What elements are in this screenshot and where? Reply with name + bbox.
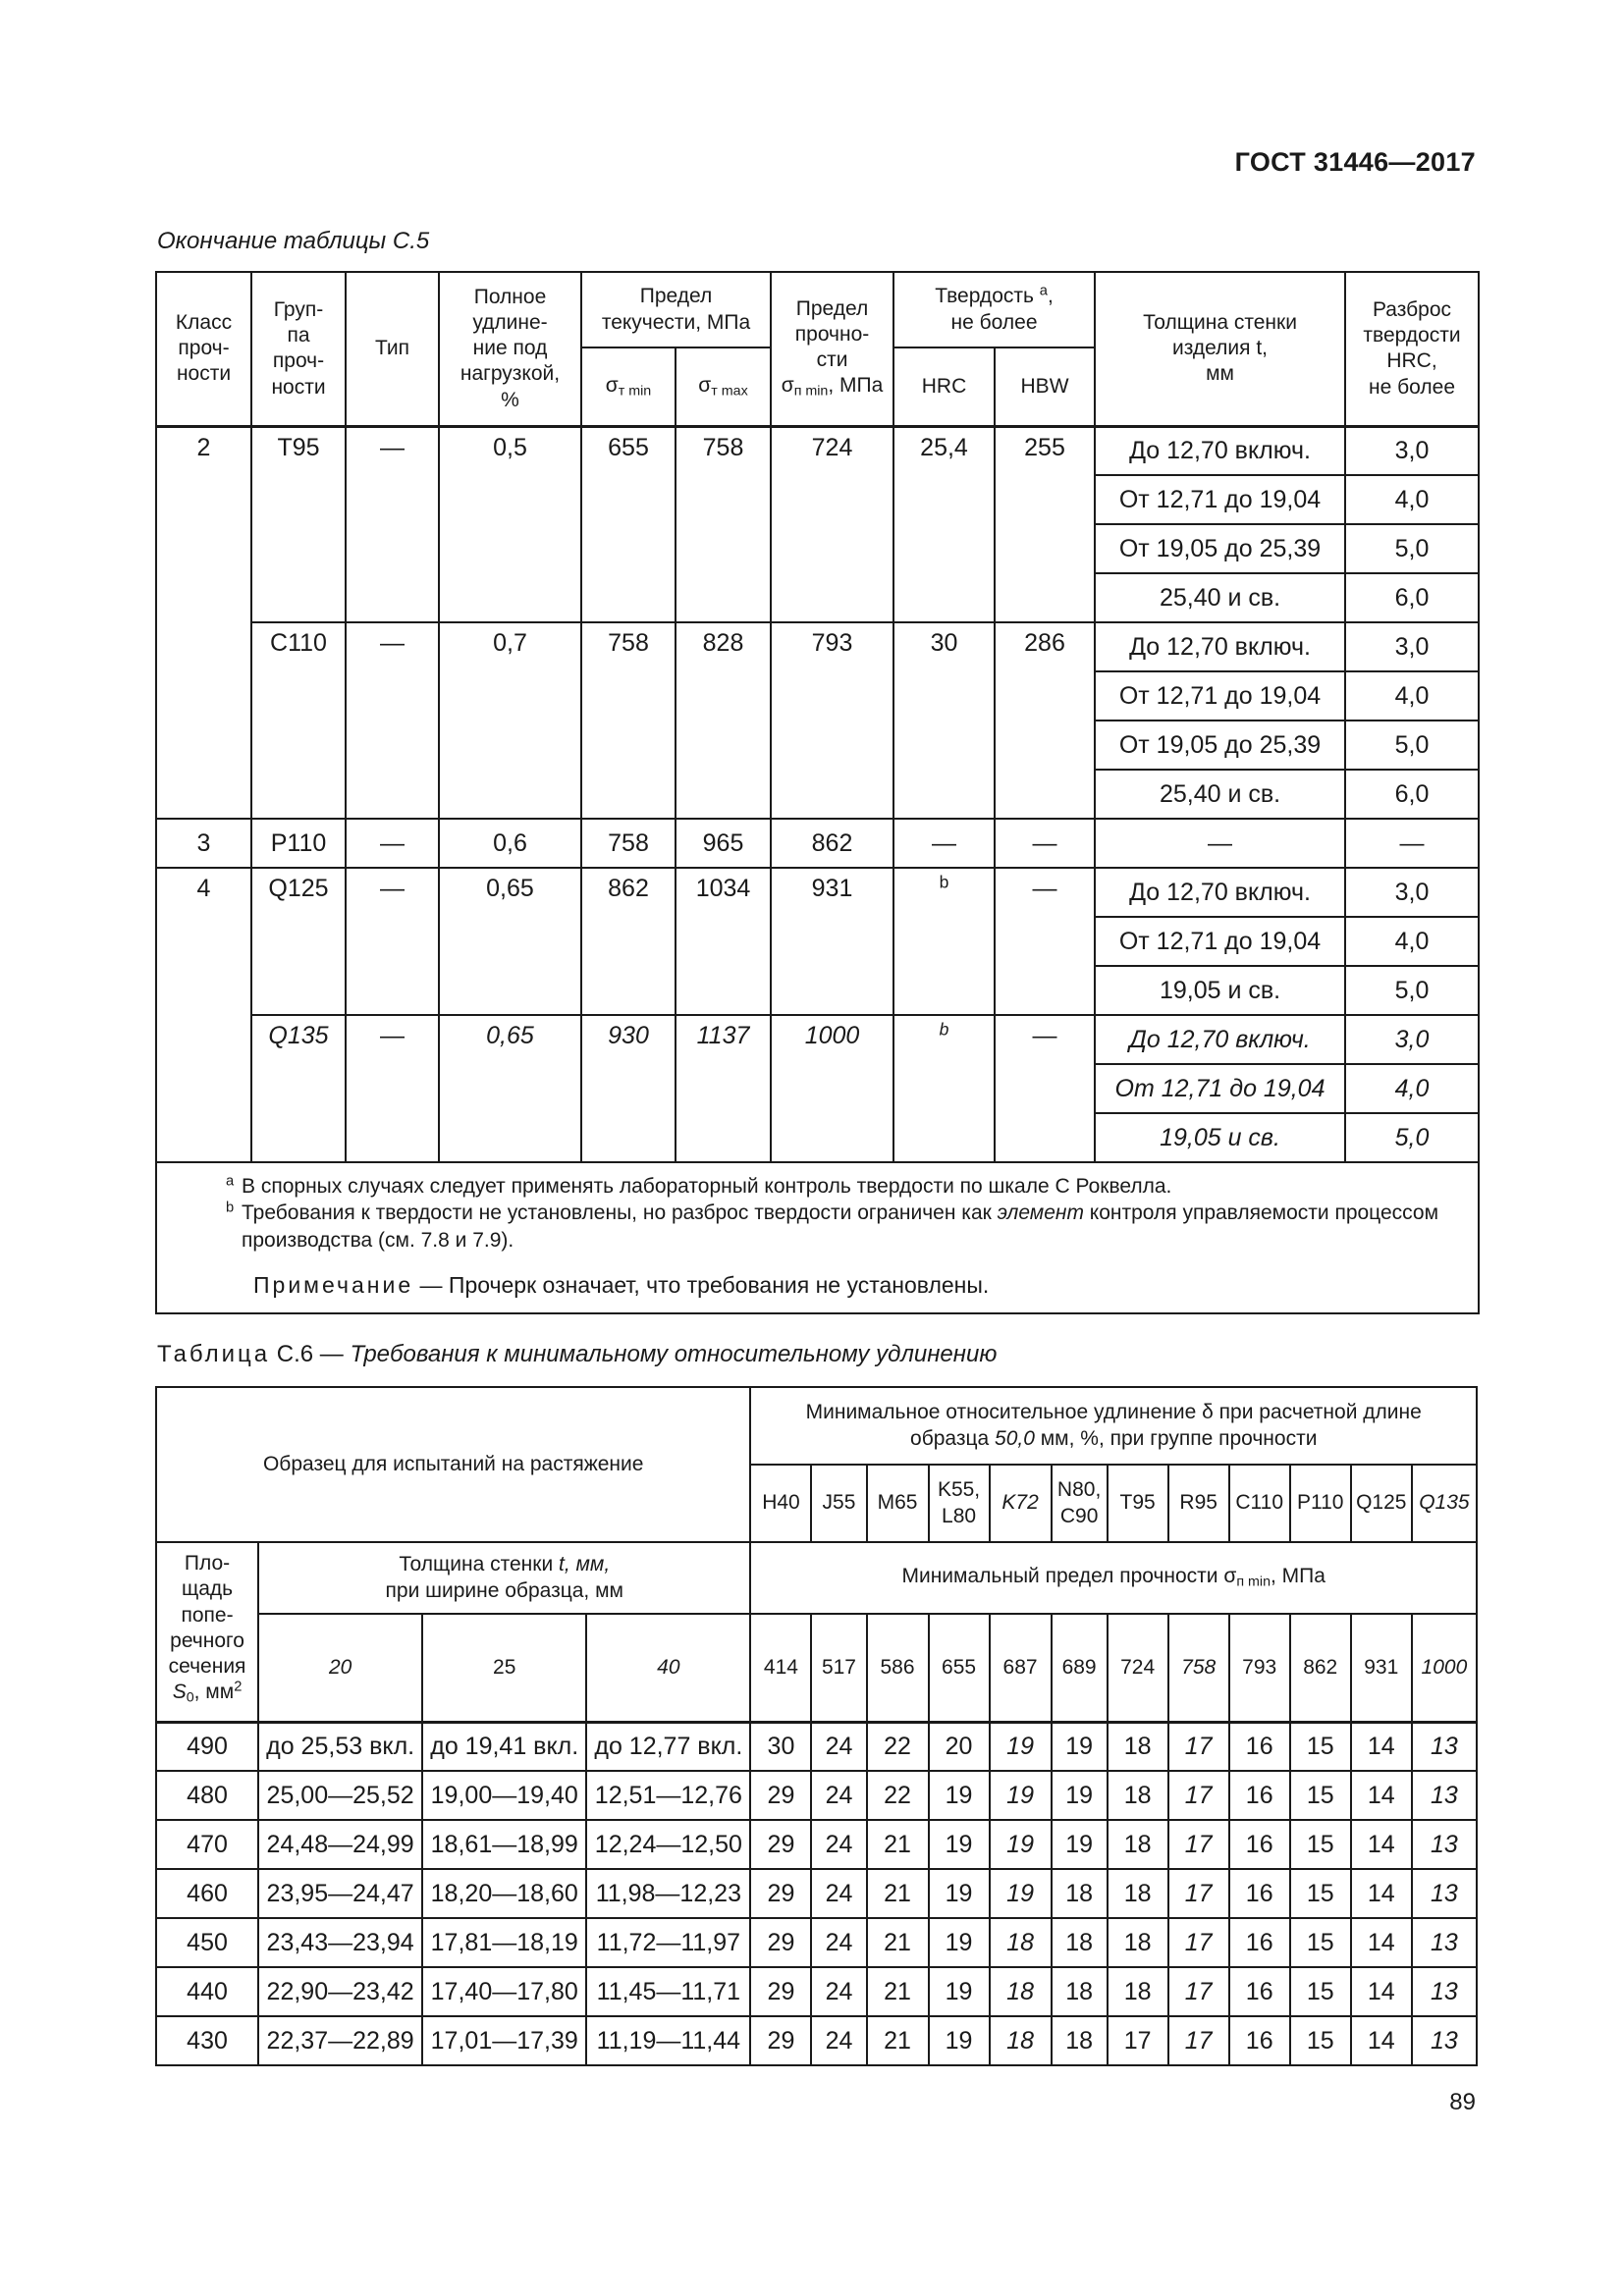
cell-elongation-value: 18	[1108, 1771, 1168, 1820]
cell-elongation-value: 17	[1168, 1967, 1229, 2016]
cell-group: Q135	[251, 1015, 346, 1162]
cell-elongation-value: 13	[1412, 1869, 1477, 1918]
cell-elongation-value: 29	[750, 1820, 811, 1869]
cell-hbw: —	[995, 1015, 1095, 1162]
cell-elongation: 0,7	[439, 622, 581, 819]
cell-wall: —	[1095, 819, 1345, 868]
table-row	[156, 1967, 1477, 2016]
cell-elongation-value: 22	[867, 1722, 929, 1771]
header-strength-value: 414	[750, 1614, 811, 1722]
header-group-k55-l80: K55, L80	[929, 1465, 990, 1542]
cell-elongation: 0,65	[439, 1015, 581, 1162]
header-strength-value: 1000	[1412, 1614, 1477, 1722]
cell-wall: От 12,71 до 19,04	[1095, 917, 1345, 966]
cell-elongation-value: 17	[1168, 1820, 1229, 1869]
header-strength-value: 586	[867, 1614, 929, 1722]
table-c6-title: Таблица С.6 — Требования к минимальному относительному удлинению	[157, 1341, 998, 1367]
cell-hbw: 286	[995, 622, 1095, 819]
cell-type: —	[346, 1015, 439, 1162]
cell-area: 490	[156, 1722, 258, 1771]
header-wall-thickness: Толщина стенки изделия t, мм	[1095, 272, 1345, 426]
cell-hrc: 30	[893, 622, 995, 819]
cell-elongation-value: 24	[811, 2016, 866, 2065]
header-wall-thickness: Толщина стенки t, мм, при ширине образца, мм	[258, 1542, 750, 1614]
table-row	[156, 868, 1479, 917]
cell-wall: От 12,71 до 19,04	[1095, 1064, 1345, 1113]
header-specimen: Образец для испытаний на растяжение	[156, 1387, 750, 1542]
header-sigma-t-max: $\sigma_{т max}$	[676, 347, 771, 426]
table-note: Примечание — Прочерк означает, что требования не установлены.	[253, 1271, 990, 1298]
cell-elongation-value: 24	[811, 1771, 866, 1820]
cell-spread: 4,0	[1345, 671, 1479, 721]
table-c5-header-row-1	[156, 272, 1479, 347]
cell-elongation-value: 29	[750, 1918, 811, 1967]
cell-spread: 5,0	[1345, 966, 1479, 1015]
cell-wall: 19,05 и св.	[1095, 966, 1345, 1015]
cell-wall: До 12,70 включ.	[1095, 426, 1345, 475]
cell-elongation-value: 13	[1412, 1820, 1477, 1869]
cell-t-min: 758	[581, 622, 676, 819]
cell-p-min: 931	[771, 868, 893, 1015]
cell-elongation-value: 18	[990, 2016, 1052, 2065]
cell-hrc: b	[893, 868, 995, 1015]
cell-wall: 19,05 и св.	[1095, 1113, 1345, 1162]
cell-elongation-value: 18	[1108, 1918, 1168, 1967]
header-sigma-t-min: $\sigma_{т min}$	[581, 347, 676, 426]
cell-elongation-value: 17	[1168, 1869, 1229, 1918]
table-continuation-caption: Окончание таблицы С.5	[157, 228, 430, 254]
table-c6-header-row-3	[156, 1542, 1477, 1614]
cell-group: T95	[251, 426, 346, 622]
header-group-t95: T95	[1108, 1465, 1168, 1542]
cell-t-min: 862	[581, 868, 676, 1015]
cell-wall-width-20: 23,95—24,47	[258, 1869, 422, 1918]
cell-type: —	[346, 819, 439, 868]
header-width-40: 40	[586, 1614, 750, 1722]
cell-wall: От 12,71 до 19,04	[1095, 671, 1345, 721]
cell-t-max: 965	[676, 819, 771, 868]
table-row	[156, 1918, 1477, 1967]
cell-wall-width-25: до 19,41 вкл.	[422, 1722, 586, 1771]
document-standard-code: ГОСТ 31446—2017	[1234, 147, 1476, 177]
header-type: Тип	[346, 272, 439, 426]
header-group-j55: J55	[811, 1465, 866, 1542]
cell-class: 2	[156, 426, 251, 819]
cell-wall-width-20: 23,43—23,94	[258, 1918, 422, 1967]
cell-elongation-value: 17	[1108, 2016, 1168, 2065]
header-class: Класс проч- ности	[156, 272, 251, 426]
table-c5-footnotes	[156, 1162, 1479, 1313]
cell-group: C110	[251, 622, 346, 819]
cell-elongation-value: 17	[1168, 1722, 1229, 1771]
cell-elongation-value: 16	[1229, 1771, 1290, 1820]
cell-elongation-value: 16	[1229, 1869, 1290, 1918]
cell-elongation-value: 18	[1108, 1869, 1168, 1918]
cell-elongation-value: 17	[1168, 2016, 1229, 2065]
cell-wall: 25,40 и св.	[1095, 770, 1345, 819]
header-group-r95: R95	[1168, 1465, 1229, 1542]
cell-hrc: 25,4	[893, 426, 995, 622]
cell-hbw: —	[995, 819, 1095, 868]
cell-elongation-value: 16	[1229, 1918, 1290, 1967]
cell-spread: 4,0	[1345, 1064, 1479, 1113]
cell-spread: 6,0	[1345, 770, 1479, 819]
header-yield: Предел текучести, МПа	[581, 272, 771, 347]
cell-hbw: —	[995, 868, 1095, 1015]
footnotes-cell	[156, 1162, 1479, 1313]
cell-wall-width-40: 11,72—11,97	[586, 1918, 750, 1967]
cell-elongation-value: 16	[1229, 2016, 1290, 2065]
page-number: 89	[1449, 2089, 1476, 2115]
cell-elongation-value: 15	[1290, 1722, 1351, 1771]
cell-elongation-value: 19	[990, 1869, 1052, 1918]
cell-wall: 25,40 и св.	[1095, 573, 1345, 622]
cell-elongation-value: 14	[1351, 1869, 1412, 1918]
cell-wall: До 12,70 включ.	[1095, 868, 1345, 917]
header-strength-value: 724	[1108, 1614, 1168, 1722]
table-row	[156, 1869, 1477, 1918]
table-row	[156, 819, 1479, 868]
cell-p-min: 793	[771, 622, 893, 819]
header-group-m65: M65	[867, 1465, 929, 1542]
cell-spread: 3,0	[1345, 868, 1479, 917]
cell-wall-width-20: 24,48—24,99	[258, 1820, 422, 1869]
cell-spread: 5,0	[1345, 524, 1479, 573]
cell-elongation-value: 19	[929, 1771, 990, 1820]
cell-wall-width-40: 12,51—12,76	[586, 1771, 750, 1820]
cell-elongation: 0,6	[439, 819, 581, 868]
cell-elongation-value: 29	[750, 1967, 811, 2016]
header-hbw: HBW	[995, 347, 1095, 426]
cell-area: 460	[156, 1869, 258, 1918]
cell-t-max: 828	[676, 622, 771, 819]
cell-elongation-value: 15	[1290, 1820, 1351, 1869]
table-row	[156, 2016, 1477, 2065]
cell-elongation-value: 21	[867, 1869, 929, 1918]
cell-wall: От 19,05 до 25,39	[1095, 524, 1345, 573]
cell-elongation-value: 14	[1351, 1771, 1412, 1820]
cell-area: 430	[156, 2016, 258, 2065]
cell-elongation-value: 19	[929, 1918, 990, 1967]
cell-elongation: 0,5	[439, 426, 581, 622]
header-min-strength: Минимальный предел прочности $\sigma_{п min}$, МПа	[750, 1542, 1477, 1614]
cell-elongation-value: 24	[811, 1967, 866, 2016]
cell-spread: 4,0	[1345, 917, 1479, 966]
cell-wall-width-20: 22,37—22,89	[258, 2016, 422, 2065]
cell-wall-width-25: 18,61—18,99	[422, 1820, 586, 1869]
cell-t-max: 1034	[676, 868, 771, 1015]
cell-spread: 3,0	[1345, 1015, 1479, 1064]
cell-elongation-value: 18	[1052, 2016, 1108, 2065]
cell-class: 3	[156, 819, 251, 868]
cell-wall: До 12,70 включ.	[1095, 622, 1345, 671]
cell-elongation-value: 13	[1412, 1722, 1477, 1771]
cell-wall-width-40: до 12,77 вкл.	[586, 1722, 750, 1771]
table-c6-header-row-4	[156, 1614, 1477, 1722]
cell-elongation-value: 30	[750, 1722, 811, 1771]
header-group-k72: K72	[990, 1465, 1052, 1542]
cell-elongation-value: 22	[867, 1771, 929, 1820]
header-min-elongation: Минимальное относительное удлинение δ при расчетной длине образца 50,0 мм, %, при группе прочности	[750, 1387, 1477, 1465]
cell-wall-width-20: до 25,53 вкл.	[258, 1722, 422, 1771]
cell-elongation-value: 14	[1351, 2016, 1412, 2065]
cell-elongation-value: 16	[1229, 1820, 1290, 1869]
cell-wall-width-20: 25,00—25,52	[258, 1771, 422, 1820]
cell-group: P110	[251, 819, 346, 868]
cell-wall-width-20: 22,90—23,42	[258, 1967, 422, 2016]
cell-area: 450	[156, 1918, 258, 1967]
table-c6	[155, 1386, 1478, 2066]
cell-elongation-value: 19	[1052, 1722, 1108, 1771]
cell-p-min: 724	[771, 426, 893, 622]
header-strength-value: 517	[811, 1614, 866, 1722]
cell-elongation-value: 21	[867, 1967, 929, 2016]
header-group-p110: P110	[1290, 1465, 1351, 1542]
table-c5	[155, 271, 1480, 1314]
cell-elongation-value: 14	[1351, 1722, 1412, 1771]
cell-wall: От 12,71 до 19,04	[1095, 475, 1345, 524]
cell-elongation-value: 19	[929, 1967, 990, 2016]
cell-spread: 4,0	[1345, 475, 1479, 524]
cell-p-min: 862	[771, 819, 893, 868]
table-row	[156, 622, 1479, 671]
cell-wall: До 12,70 включ.	[1095, 1015, 1345, 1064]
header-strength-value: 655	[929, 1614, 990, 1722]
cell-elongation-value: 16	[1229, 1722, 1290, 1771]
cell-elongation-value: 18	[1052, 1967, 1108, 2016]
table-c6-header-row-1	[156, 1387, 1477, 1465]
cell-elongation-value: 15	[1290, 1967, 1351, 2016]
cell-elongation-value: 14	[1351, 1967, 1412, 2016]
cell-elongation-value: 19	[990, 1771, 1052, 1820]
table-row	[156, 1722, 1477, 1771]
header-hardness: Твердость $^а$, не более	[893, 272, 1095, 347]
cell-elongation-value: 18	[990, 1967, 1052, 2016]
cell-class: 4	[156, 868, 251, 1162]
table-row	[156, 1015, 1479, 1064]
cell-t-max: 1137	[676, 1015, 771, 1162]
cell-t-max: 758	[676, 426, 771, 622]
header-strength-value: 687	[990, 1614, 1052, 1722]
header-group-c110: C110	[1229, 1465, 1290, 1542]
cell-elongation-value: 15	[1290, 2016, 1351, 2065]
cell-hrc: b	[893, 1015, 995, 1162]
header-strength-value: 758	[1168, 1614, 1229, 1722]
cell-elongation-value: 17	[1168, 1918, 1229, 1967]
cell-wall-width-40: 11,19—11,44	[586, 2016, 750, 2065]
cell-elongation-value: 13	[1412, 1918, 1477, 1967]
header-elongation: Полное удлине- ние под нагрузкой, %	[439, 272, 581, 426]
cell-spread: 5,0	[1345, 721, 1479, 770]
cell-elongation-value: 19	[929, 2016, 990, 2065]
cell-spread: 3,0	[1345, 622, 1479, 671]
cell-wall: От 19,05 до 25,39	[1095, 721, 1345, 770]
cell-elongation-value: 19	[990, 1820, 1052, 1869]
header-hrc: HRC	[893, 347, 995, 426]
cell-elongation-value: 24	[811, 1918, 866, 1967]
cell-type: —	[346, 868, 439, 1015]
cell-elongation-value: 15	[1290, 1869, 1351, 1918]
cell-elongation-value: 17	[1168, 1771, 1229, 1820]
header-strength-value: 862	[1290, 1614, 1351, 1722]
cell-wall-width-25: 17,81—18,19	[422, 1918, 586, 1967]
header-hardness-spread: Разброс твердости HRC, не более	[1345, 272, 1479, 426]
header-group-n80-c90: N80, C90	[1052, 1465, 1108, 1542]
cell-spread: 5,0	[1345, 1113, 1479, 1162]
header-cross-section-area: Пло- щадь попе- речного сечения $S_0$, $мм^2$	[156, 1542, 258, 1722]
cell-elongation-value: 21	[867, 2016, 929, 2065]
cell-elongation-value: 24	[811, 1869, 866, 1918]
cell-type: —	[346, 622, 439, 819]
cell-elongation-value: 15	[1290, 1918, 1351, 1967]
cell-p-min: 1000	[771, 1015, 893, 1162]
cell-t-min: 655	[581, 426, 676, 622]
cell-elongation-value: 19	[1052, 1820, 1108, 1869]
cell-wall-width-40: 11,45—11,71	[586, 1967, 750, 2016]
cell-elongation-value: 14	[1351, 1918, 1412, 1967]
cell-elongation-value: 18	[1108, 1820, 1168, 1869]
header-width-20: 20	[258, 1614, 422, 1722]
cell-elongation-value: 14	[1351, 1820, 1412, 1869]
footnote-a: $^a$ В спорных случаях следует применять лабораторный контроль твердости по шкале С Роквелла.	[226, 1173, 1172, 1198]
header-group-q125: Q125	[1351, 1465, 1412, 1542]
cell-t-min: 758	[581, 819, 676, 868]
cell-hbw: 255	[995, 426, 1095, 622]
cell-elongation-value: 19	[1052, 1771, 1108, 1820]
cell-elongation-value: 19	[990, 1722, 1052, 1771]
cell-elongation-value: 16	[1229, 1967, 1290, 2016]
header-strength-value: 793	[1229, 1614, 1290, 1722]
cell-elongation-value: 13	[1412, 1771, 1477, 1820]
cell-spread: 6,0	[1345, 573, 1479, 622]
footnote-b: $^b$ Требования к твердости не установлены, но разброс твердости ограничен как элемент контроля управляемости процессом производства (см. 7.8 и 7.9).	[226, 1200, 1439, 1252]
header-strength-value: 931	[1351, 1614, 1412, 1722]
header-group-h40: H40	[750, 1465, 811, 1542]
table-row	[156, 1771, 1477, 1820]
cell-t-min: 930	[581, 1015, 676, 1162]
cell-elongation-value: 18	[1108, 1967, 1168, 2016]
cell-wall-width-40: 11,98—12,23	[586, 1869, 750, 1918]
cell-wall-width-25: 18,20—18,60	[422, 1869, 586, 1918]
cell-elongation-value: 13	[1412, 2016, 1477, 2065]
cell-elongation-value: 19	[929, 1820, 990, 1869]
cell-spread: —	[1345, 819, 1479, 868]
cell-wall-width-25: 17,40—17,80	[422, 1967, 586, 2016]
cell-elongation-value: 18	[1052, 1918, 1108, 1967]
cell-elongation-value: 20	[929, 1722, 990, 1771]
header-strength: Предел прочно- сти $\sigma_{п min}$, МПа	[771, 272, 893, 426]
cell-elongation-value: 15	[1290, 1771, 1351, 1820]
cell-wall-width-25: 17,01—17,39	[422, 2016, 586, 2065]
header-group-q135: Q135	[1412, 1465, 1477, 1542]
cell-elongation-value: 18	[990, 1918, 1052, 1967]
header-width-25: 25	[422, 1614, 586, 1722]
cell-elongation-value: 29	[750, 1869, 811, 1918]
cell-elongation-value: 19	[929, 1869, 990, 1918]
cell-elongation-value: 18	[1108, 1722, 1168, 1771]
cell-wall-width-25: 19,00—19,40	[422, 1771, 586, 1820]
cell-type: —	[346, 426, 439, 622]
cell-area: 480	[156, 1771, 258, 1820]
header-strength-value: 689	[1052, 1614, 1108, 1722]
cell-elongation-value: 29	[750, 1771, 811, 1820]
cell-elongation: 0,65	[439, 868, 581, 1015]
table-row	[156, 1820, 1477, 1869]
cell-area: 440	[156, 1967, 258, 2016]
cell-area: 470	[156, 1820, 258, 1869]
cell-elongation-value: 21	[867, 1820, 929, 1869]
cell-group: Q125	[251, 868, 346, 1015]
header-group: Груп- па проч- ности	[251, 272, 346, 426]
cell-elongation-value: 24	[811, 1820, 866, 1869]
cell-elongation-value: 18	[1052, 1869, 1108, 1918]
cell-wall-width-40: 12,24—12,50	[586, 1820, 750, 1869]
cell-elongation-value: 13	[1412, 1967, 1477, 2016]
cell-elongation-value: 29	[750, 2016, 811, 2065]
cell-hrc: —	[893, 819, 995, 868]
cell-elongation-value: 24	[811, 1722, 866, 1771]
table-c6-body	[156, 1722, 1477, 2065]
table-row	[156, 426, 1479, 475]
cell-spread: 3,0	[1345, 426, 1479, 475]
cell-elongation-value: 21	[867, 1918, 929, 1967]
